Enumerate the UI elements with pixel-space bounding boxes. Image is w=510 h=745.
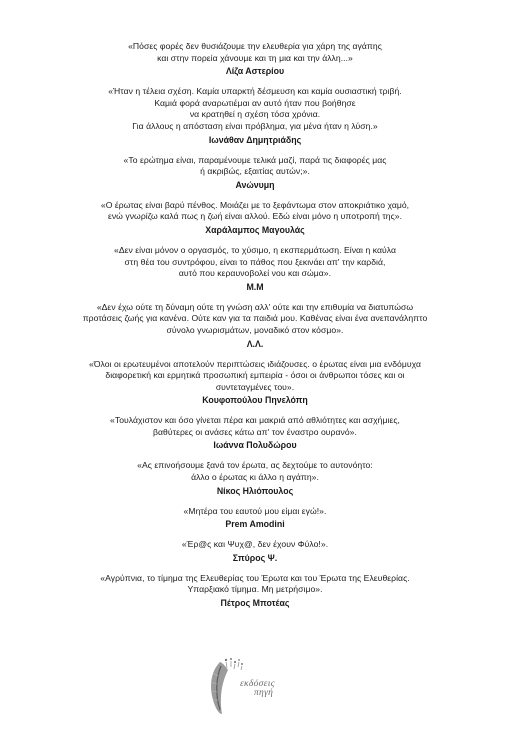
quote-line: «Μητέρα του εαυτού μου είμαι εγώ!». <box>183 505 327 516</box>
quote-line: «Το ερώτημα είναι, παραμένουμε τελικά μαζί, παρά τις διαφορές μας <box>123 154 387 165</box>
quote-line: στη θέα του συντρόφου, είναι το πάθος που ξεκινάει απ' την καρδιά, <box>124 256 386 267</box>
quote-text <box>35 506 475 518</box>
quote-separator <box>0 530 510 539</box>
quote-author: Σπύρος Ψ. <box>232 552 278 563</box>
quote-block <box>35 539 475 564</box>
quote-line: «Όλοι οι ερωτευμένοι αποτελούν περιπτώσεις ιδιάζουσες. ο έρωτας είναι μια ενδόμυχα <box>89 358 421 369</box>
quote-block <box>35 359 475 407</box>
quote-author: Χαράλαμπος Μαγουλάς <box>205 224 305 235</box>
quote-line: «Δεν έχω ούτε τη δύναμη ούτε τη γνώση αλλ' ούτε και την επιθυμία να διατυπώσω <box>96 301 414 312</box>
quote-block <box>35 302 475 350</box>
quote-line: διαφορετική και ερμητικά προσωπική εμπειρία - όσοι οι άνθρωποι τόσες και οι <box>105 370 405 381</box>
quote-line: αυτό που κεραυνοβολεί νου και σώμα». <box>178 268 332 279</box>
quote-text <box>35 41 475 64</box>
quote-line: «Πόσες φορές δεν θυσιάζουμε την ελευθερία για χάρη της αγάπης <box>128 41 382 51</box>
quote-text <box>35 539 475 551</box>
quote-line: σύνολο γνωρισμάτων, μοναδικό στον κόσμο». <box>166 324 344 335</box>
quote-line: «Δεν είναι μόνον ο οργασμός, το χύσιμο, η εκσπερμάτωση. Είναι η καύλα <box>114 244 396 255</box>
quote-line: και στην πορεία χάνουμε και τη μια και την άλλη...» <box>157 52 353 63</box>
quote-line: Καμιά φορά αναρωτιέμαι αν αυτό ήταν που βοήθησε <box>154 97 356 108</box>
quote-line: «Έρ@ς και Ψυχ@, δεν έχουν Φύλο!». <box>181 539 329 550</box>
quote-text <box>35 245 475 280</box>
quote-separator <box>0 564 510 573</box>
quote-separator <box>0 146 510 155</box>
quote-separator <box>0 191 510 200</box>
quote-text <box>35 155 475 178</box>
quotes-list <box>0 41 510 609</box>
quote-separator <box>0 236 510 245</box>
quote-author: Πέτρος Μποτέας <box>220 598 290 609</box>
quote-separator <box>0 406 510 415</box>
quote-block <box>35 245 475 293</box>
quote-line: «Αγρύπνια, το τίμημα της Ελευθερίας του Έρωτα και του Έρωτα της Ελευθερίας. <box>100 572 410 583</box>
quote-line: να κρατηθεί η σχέση τόσα χρόνια. <box>189 109 321 120</box>
publisher-name-line1: εκδόσεις <box>240 679 275 689</box>
quote-author: Λ.Λ. <box>246 338 264 349</box>
quote-author: Ανώνυμη <box>235 179 275 190</box>
quote-line: «Ήταν η τέλεια σχέση. Καμία υπαρκτή δέσμευση και καμία ουσιαστική τριβή. <box>108 86 402 97</box>
quote-author: Ιωνάθαν Δημητριάδης <box>208 134 302 145</box>
quote-author: Μ.Μ <box>246 281 264 292</box>
quote-line: συντεταγμένες του». <box>215 381 295 392</box>
quote-author: Prem Amodini <box>225 519 285 530</box>
quote-line: Για άλλους η απόσταση είναι πρόβλημα, για μένα ήταν η λύση.» <box>132 120 378 131</box>
quote-block <box>35 86 475 145</box>
quote-author: Νίκος Ηλιόπουλος <box>216 485 294 496</box>
quote-separator <box>0 497 510 506</box>
quote-line: «Τουλάχιστον και όσο γίνεται πέρα και μακριά από αθλιότητες και ασχήμιες, <box>110 415 400 426</box>
quote-block <box>35 460 475 496</box>
quote-block <box>35 200 475 236</box>
quote-line: άλλο ο έρωτας κι άλλο η αγάπη». <box>191 472 319 483</box>
quote-text <box>35 86 475 132</box>
quote-text <box>35 460 475 483</box>
quote-text <box>35 302 475 337</box>
quote-text <box>35 200 475 223</box>
quote-block <box>35 415 475 451</box>
publisher-name-line2: πηγή <box>254 688 274 698</box>
quote-author: Ιωάννα Πολυδώρου <box>213 440 297 451</box>
quote-line: «Ο έρωτας είναι βαρύ πένθος. Μοιάζει με το ξεφάντωμα στον αποκριάτικο χαμό, <box>100 199 410 210</box>
quote-author: Κουφοπούλου Πηνελόπη <box>202 395 308 406</box>
quote-block <box>35 506 475 531</box>
quote-line: Υπαρξιακό τίμημα. Μη μετρήσιμο». <box>187 584 323 595</box>
quote-text <box>35 415 475 438</box>
quote-text <box>35 573 475 596</box>
quote-separator <box>0 293 510 302</box>
quote-author: Λίζα Αστερίου <box>225 66 285 77</box>
publisher-name <box>240 680 275 698</box>
quote-text <box>35 359 475 394</box>
quote-separator <box>0 350 510 359</box>
quote-line: ή ακριβώς, εξαιτίας αυτών;». <box>200 166 310 177</box>
quote-block <box>35 573 475 609</box>
quote-separator <box>0 77 510 86</box>
quote-line: ενώ γνωρίζω καλά πως η ζωή είναι αλλού. Εδώ είναι μόνο η υποτροπή της». <box>107 211 403 222</box>
quote-separator <box>0 451 510 460</box>
quote-block <box>35 41 475 77</box>
quote-line: προτάσεις ζωής για κανένα. Ούτε καν για τα παιδιά μου. Καθένας είναι ένα ανεπανάληπτο <box>82 313 428 324</box>
quote-line: «Ας επινοήσουμε ξανά τον έρωτα, ας δεχτούμε το αυτονόητο: <box>137 460 373 471</box>
quote-block <box>35 155 475 191</box>
quote-line: βαθύτερες οι ανάσες κάτω απ' τον έναστρο ουρανό». <box>153 426 357 437</box>
publisher-logo <box>206 656 302 718</box>
